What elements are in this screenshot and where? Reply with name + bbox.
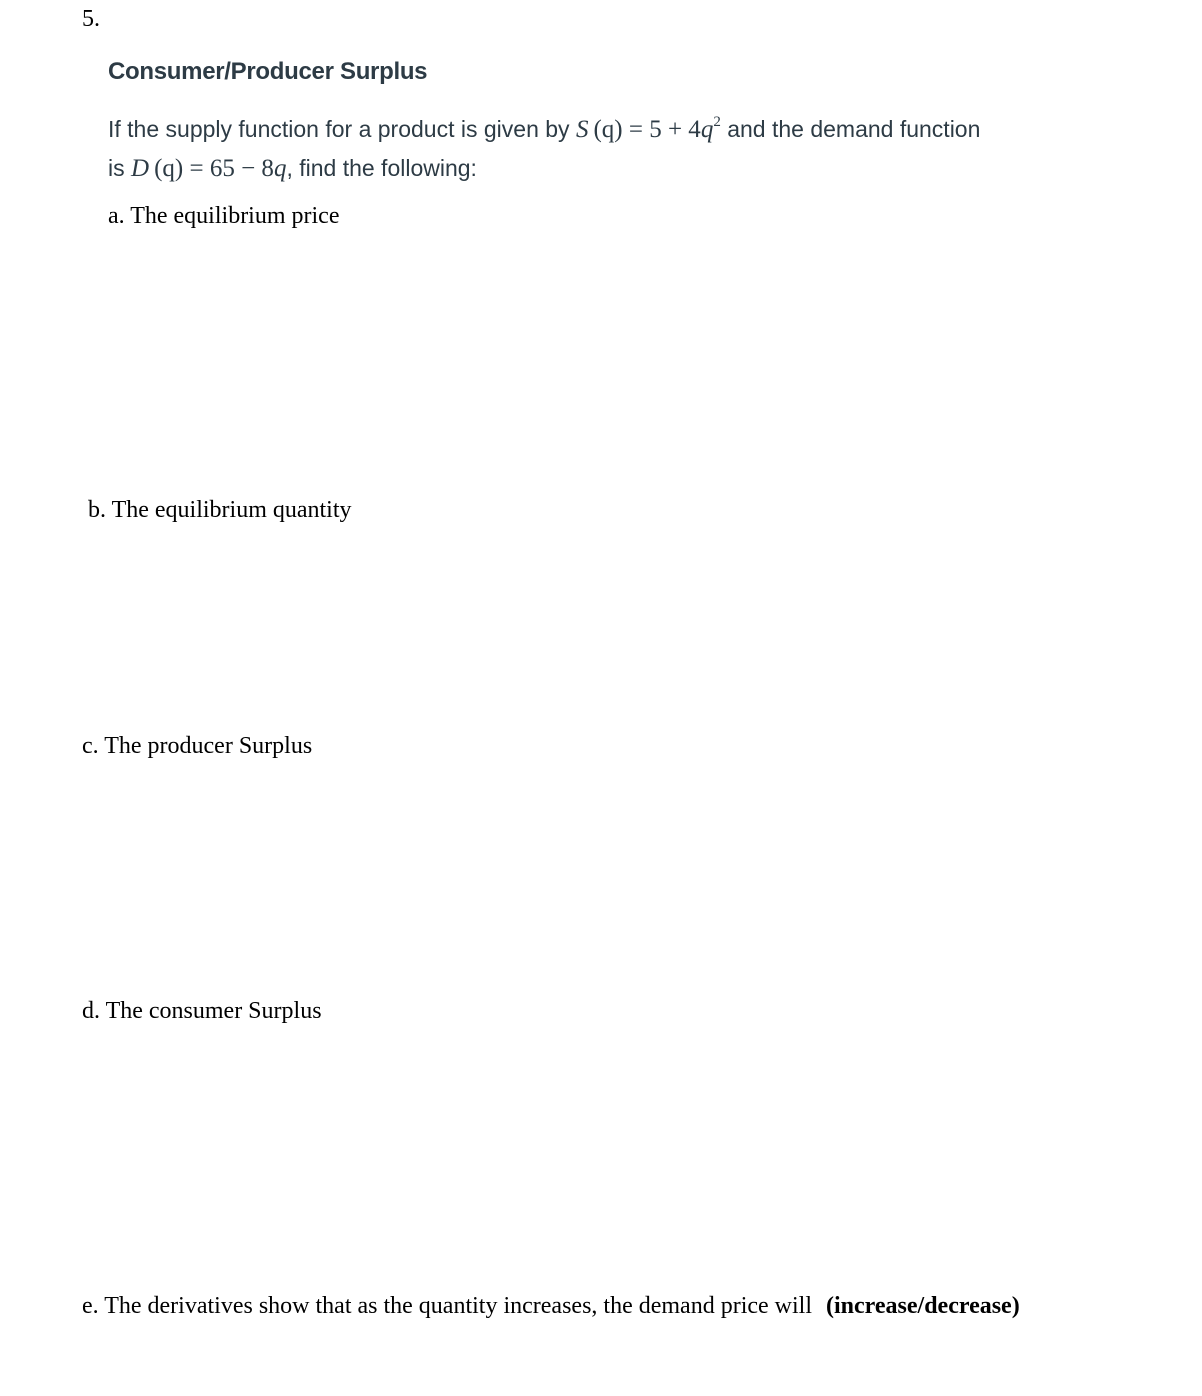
question-c: c. The producer Surplus	[82, 733, 313, 759]
problem-statement-line-1	[108, 116, 980, 144]
supply-exponent: 2	[713, 114, 721, 130]
question-e	[82, 1293, 1020, 1320]
supply-variable: q	[700, 116, 714, 143]
supply-function-argument: (q)	[593, 116, 623, 143]
statement-text: is	[108, 155, 131, 181]
statement-text: and the demand function	[720, 116, 981, 142]
problem-statement-line-2	[108, 155, 477, 183]
problem-number: 5.	[82, 6, 100, 32]
demand-function-expression: = 65 − 8	[183, 155, 274, 182]
question-a: a. The equilibrium price	[108, 203, 340, 229]
demand-function-argument: (q)	[154, 155, 184, 182]
statement-text: If the supply function for a product is given by	[108, 116, 576, 142]
supply-function-name: S	[575, 116, 589, 143]
demand-function-formula	[131, 155, 286, 182]
question-e-choices: (increase/decrease)	[826, 1293, 1020, 1319]
question-d: d. The consumer Surplus	[82, 998, 322, 1024]
section-title: Consumer/Producer Surplus	[108, 58, 428, 85]
supply-function-expression: = 5 + 4	[622, 116, 701, 143]
question-e-text: e. The derivatives show that as the quantity increases, the demand price will	[82, 1293, 812, 1319]
statement-text: , find the following:	[286, 155, 477, 181]
demand-variable: q	[273, 155, 287, 182]
supply-function-formula	[576, 116, 721, 143]
question-b: b. The equilibrium quantity	[88, 497, 352, 523]
demand-function-name: D	[131, 155, 150, 182]
